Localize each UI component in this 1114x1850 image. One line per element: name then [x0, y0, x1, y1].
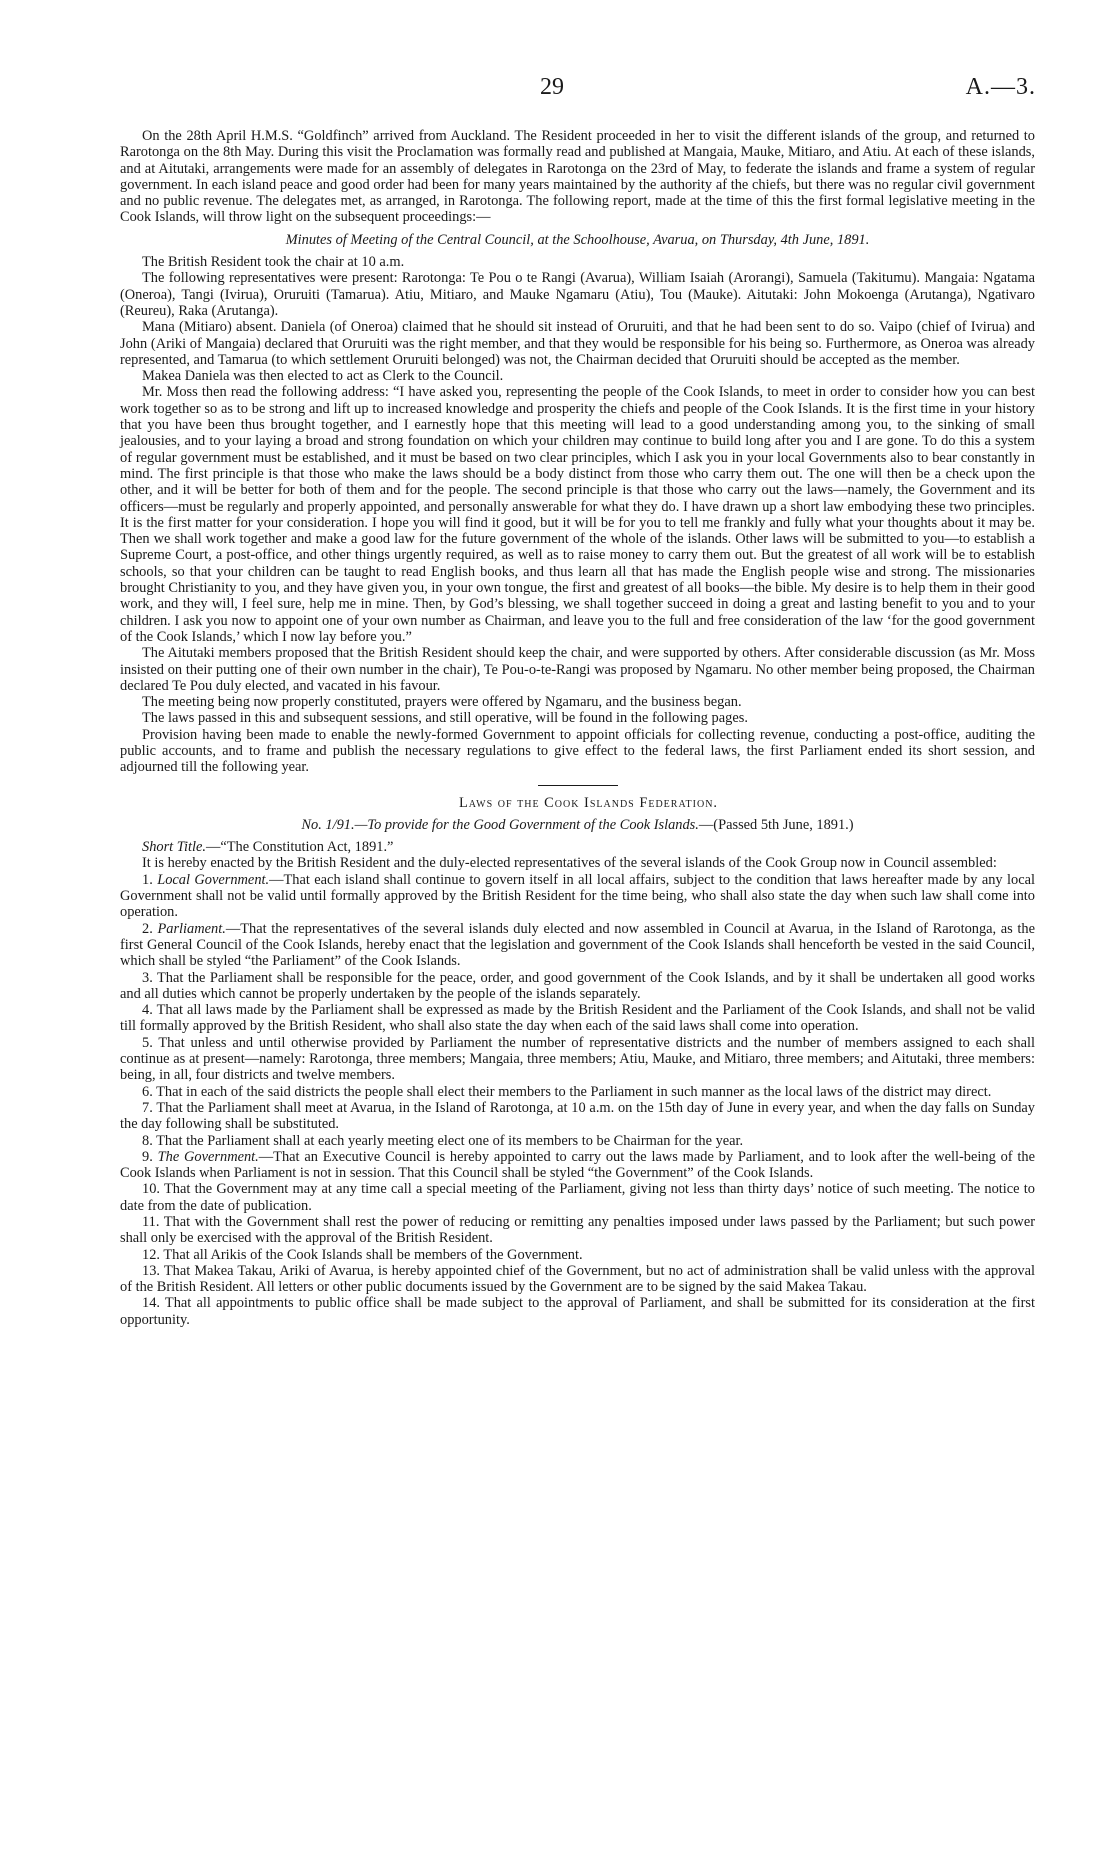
minutes-paragraph: The meeting being now properly constituted, prayers were offered by Ngamaru, and the business began. [142, 694, 742, 711]
section-number: 5. [142, 1034, 153, 1051]
short-title-text: —“The Constitution Act, 1891.” [205, 839, 394, 856]
page-number: 29 [540, 74, 564, 100]
document-reference: A.—3. [965, 74, 1036, 100]
section-text: —That the representatives of the several islands duly elected and now assembled in Council at Avarua, in the Island of Rarotonga, as the first General Council of the Cook Islands, hereby enact that the legislation and government of the Cook Islands shall henceforth be vested in the said Council, which shall be styled “the Parliament” of the Cook Islands. [120, 920, 1035, 970]
section-number: 6. [142, 1083, 153, 1100]
law-section [120, 1263, 1035, 1296]
act-number: No. 1/91. [301, 816, 355, 833]
laws-title: Laws of the Cook Islands Federation. [458, 794, 719, 811]
section-text: That the Parliament shall be responsible for the peace, order, and good government of the Cook Islands, and by it shall be undertaken all good works and all duties which cannot be properly undertaken by the people of the islands separately. [120, 969, 1035, 1002]
document-body [120, 128, 1035, 1328]
law-section [120, 1214, 1035, 1247]
section-number: 8. [142, 1132, 153, 1149]
section-number: 14. [142, 1295, 160, 1312]
section-number: 7. [142, 1099, 153, 1116]
section-heading: Parliament. [157, 920, 226, 937]
section-number: 11. [142, 1214, 160, 1230]
section-number: 12. [142, 1246, 160, 1263]
law-section [120, 921, 1035, 970]
short-title [120, 839, 1035, 855]
minutes-paragraph: The laws passed in this and subsequent sessions, and still operative, will be found in the following pages. [142, 710, 748, 727]
law-section [120, 1295, 1035, 1328]
section-text: That all Arikis of the Cook Islands shall be members of the Government. [163, 1246, 583, 1263]
section-text: That unless and until otherwise provided by Parliament the number of representative districts and the number of members assigned to each shall continue as at present—namely: Rarotonga, three members; Mangaia, three members; Atiu, Mauke, and Mitiaro, three members; and Aitutaki, three members: being, in all, four districts and twelve members. [120, 1034, 1035, 1084]
section-text: That in each of the said districts the people shall elect their members to the Parliament in such manner as the local laws of the district may direct. [156, 1083, 992, 1100]
section-text: That all appointments to public office shall be made subject to the approval of Parliament, and shall be submitted for its consideration at the first opportunity. [120, 1295, 1035, 1328]
minutes-paragraph: Provision having been made to enable the newly-formed Government to appoint officials for collecting revenue, conducting a post-office, auditing the public accounts, and to frame and publish the necessary regulations to give effect to the federal laws, the first Parliament ended its short session, and adjourned till the following year. [120, 726, 1035, 776]
law-section [120, 1149, 1035, 1182]
short-title-label: Short Title. [142, 839, 206, 856]
section-text: That the Parliament shall meet at Avarua, in the Island of Rarotonga, at 10 a.m. on the 15th day of June in every year, and when the day falls on Sunday the day following shall be substituted. [120, 1099, 1036, 1133]
minutes-paragraph: Makea Daniela was then elected to act as Clerk to the Council. [142, 368, 504, 385]
law-section [120, 1133, 1035, 1149]
law-section [120, 1100, 1035, 1133]
minutes-paragraph: The Aitutaki members proposed that the British Resident should keep the chair, and were supported by others. After considerable discussion (as Mr. Moss insisted on their putting one of their own number in the chair), Te Pou-o-te-Rangi was proposed by Ngamaru. No other member being proposed, the Chairman declared Te Pou duly elected, and vacated in his favour. [120, 645, 1035, 694]
section-number: 3. [142, 969, 153, 986]
section-number: 10. [142, 1181, 160, 1198]
section-text: That all laws made by the Parliament shall be expressed as made by the British Resident and the Parliament of the Cook Islands, and shall not be valid till formally approved by the British Resident, who shall also state the day when each of the said laws shall come into operation. [120, 1002, 1035, 1035]
section-heading: The Government. [157, 1148, 259, 1165]
section-divider [538, 785, 618, 786]
section-text: That the Parliament shall at each yearly meeting elect one of its members to be Chairman for the year. [156, 1132, 744, 1149]
section-text: —That an Executive Council is hereby appointed to carry out the laws made by Parliament, and to look after the well-being of the Cook Islands when Parliament is not in session. That this Council shall be styled “the Government” of the Cook Islands. [120, 1148, 1035, 1182]
section-number: 4. [142, 1002, 153, 1019]
section-number: 9. [142, 1148, 153, 1165]
law-section [120, 872, 1035, 921]
section-text: That with the Government shall rest the power of reducing or remitting any penalties imposed under laws passed by the Parliament; but such power shall only be exercised with the approval of the British Resident. [120, 1214, 1035, 1247]
law-section [120, 1084, 1035, 1100]
act-title: —To provide for the Good Government of the Cook Islands. [354, 816, 699, 833]
section-text: That the Government may at any time call a special meeting of the Parliament, giving not less than thirty days’ notice of such meeting. The notice to date from the date of publication. [120, 1181, 1035, 1214]
act-passed-date: —(Passed 5th June, 1891.) [698, 816, 854, 833]
page-header [0, 74, 1114, 114]
law-section [120, 1181, 1035, 1214]
section-number: 13. [142, 1262, 160, 1279]
minutes-title: Minutes of Meeting of the Central Council, at the Schoolhouse, Avarua, on Thursday, 4th June, 1891. [285, 231, 870, 248]
section-text: That Makea Takau, Ariki of Avarua, is hereby appointed chief of the Government, but no act of administration shall be valid unless with the approval of the British Resident. All letters or other public documents issued by the Government are to be signed by the said Makea Takau. [120, 1262, 1035, 1296]
intro-paragraph: On the 28th April H.M.S. “Goldfinch” arrived from Auckland. The Resident proceeded in her to visit the different islands of the group, and returned to Rarotonga on the 8th May. During this visit the Proclamation was formally read and published at Mangaia, Mauke, Mitiaro, and Atiu. At each of these islands, and at Aitutaki, arrangements were made for an assembly of delegates in Rarotonga on the 23rd of May, to federate the islands and frame a system of regular government. In each island peace and good order had been for many years maintained by the authority af the chiefs, but there was no regular civil government and no public revenue. The delegates met, as arranged, in Rarotonga. The following report, made at the time of this the first formal legislative meeting in the Cook Islands, will throw light on the subsequent proceedings:— [120, 128, 1035, 226]
law-section [120, 1035, 1035, 1084]
minutes-paragraph: The following representatives were present: Rarotonga: Te Pou o te Rangi (Avarua), William Isaiah (Arorangi), Samuela (Takitumu). Mangaia: Ngatama (Oneroa), Tangi (Ivirua), Oruruiti (Tamarua). Atiu, Mitiaro, and Mauke Ngamaru (Atiu), Tou (Mauke). Aitutaki: John Mokoenga (Arutanga), Ngativaro (Reureu), Raka (Arutanga). [120, 270, 1035, 319]
law-section [120, 1247, 1035, 1263]
section-number: 2. [142, 920, 153, 937]
section-number: 1. [142, 871, 153, 888]
enactment-clause: It is hereby enacted by the British Resident and the duly-elected representatives of the several islands of the Cook Group now in Council assembled: [142, 855, 997, 872]
law-section [120, 1002, 1035, 1035]
minutes-paragraph: The British Resident took the chair at 10 a.m. [142, 254, 405, 271]
section-text: —That each island shall continue to govern itself in all local affairs, subject to the condition that laws hereafter made by any local Government shall not be valid until formally approved by the British Resident for the time being, who shall also state the day when such law shall come into operation. [120, 871, 1035, 921]
act-heading [120, 817, 1035, 833]
minutes-paragraph: Mr. Moss then read the following address: “I have asked you, representing the people of the Cook Islands, to meet in order to consider how you can best work together so as to be strong and lift up to increased knowledge and prosperity the chiefs and people of the Cook Islands. It is the first time in your history that you have been thus brought together, and I earnestly hope that this meeting will lead to a good understanding among you, to the sinking of small jealousies, and to your laying a broad and strong foundation on which your children may continue to build long after you and I are gone. To do this a system of regular government must be established, and it must be based on two clear principles, which I ask you in your local Governments also to bear constantly in mind. The first principle is that those who make the laws should be a body distinct from those who carry them out. The one will then be a check upon the other, and it will be better for both of them and for the people. The second principle is that those who carry out the laws—namely, the Government and its officers—must be regularly and properly appointed, and personally answerable for what they do. I have drawn up a short law embodying these two principles. It is the first matter for your consideration. I hope you will find it good, but it will be for you to tell me frankly and fully what your thoughts about it may be. Then we shall work together and make a good law for the future government of the whole of the islands. Other laws will be submitted to you—to establish a Supreme Court, a post-office, and other things urgently required, as well as to raise money to carry them out. But the greatest of all work will be to establish schools, so that your children can be taught to read English books, and thus learn all that has made the English people wise and strong. The missionaries brought Christianity to you, and they have given you, in your own tongue, the first and greatest of all books—the bible. My desire is to help them in their good work, and they will, I feel sure, help me in mine. Then, by God’s blessing, we shall together succeed in doing a great and lasting benefit to you and to your children. I ask you now to appoint one of your own number as Chairman, and leave you to the full and free consideration of the law ‘for the good government of the Cook Islands,’ which I now lay before you.” [120, 384, 1035, 645]
law-section [120, 970, 1035, 1003]
minutes-paragraph: Mana (Mitiaro) absent. Daniela (of Oneroa) claimed that he should sit instead of Oruruiti, and that he had been sent to do so. Vaipo (chief of Ivirua) and John (Ariki of Mangaia) declared that Oruruiti was the right member, and that they would be responsible for his being so. Furthermore, as Oneroa was already represented, and Tamarua (to which settlement Oruruiti belonged) was not, the Chairman decided that Oruruiti should be accepted as the member. [120, 319, 1035, 368]
section-heading: Local Government. [157, 871, 270, 888]
